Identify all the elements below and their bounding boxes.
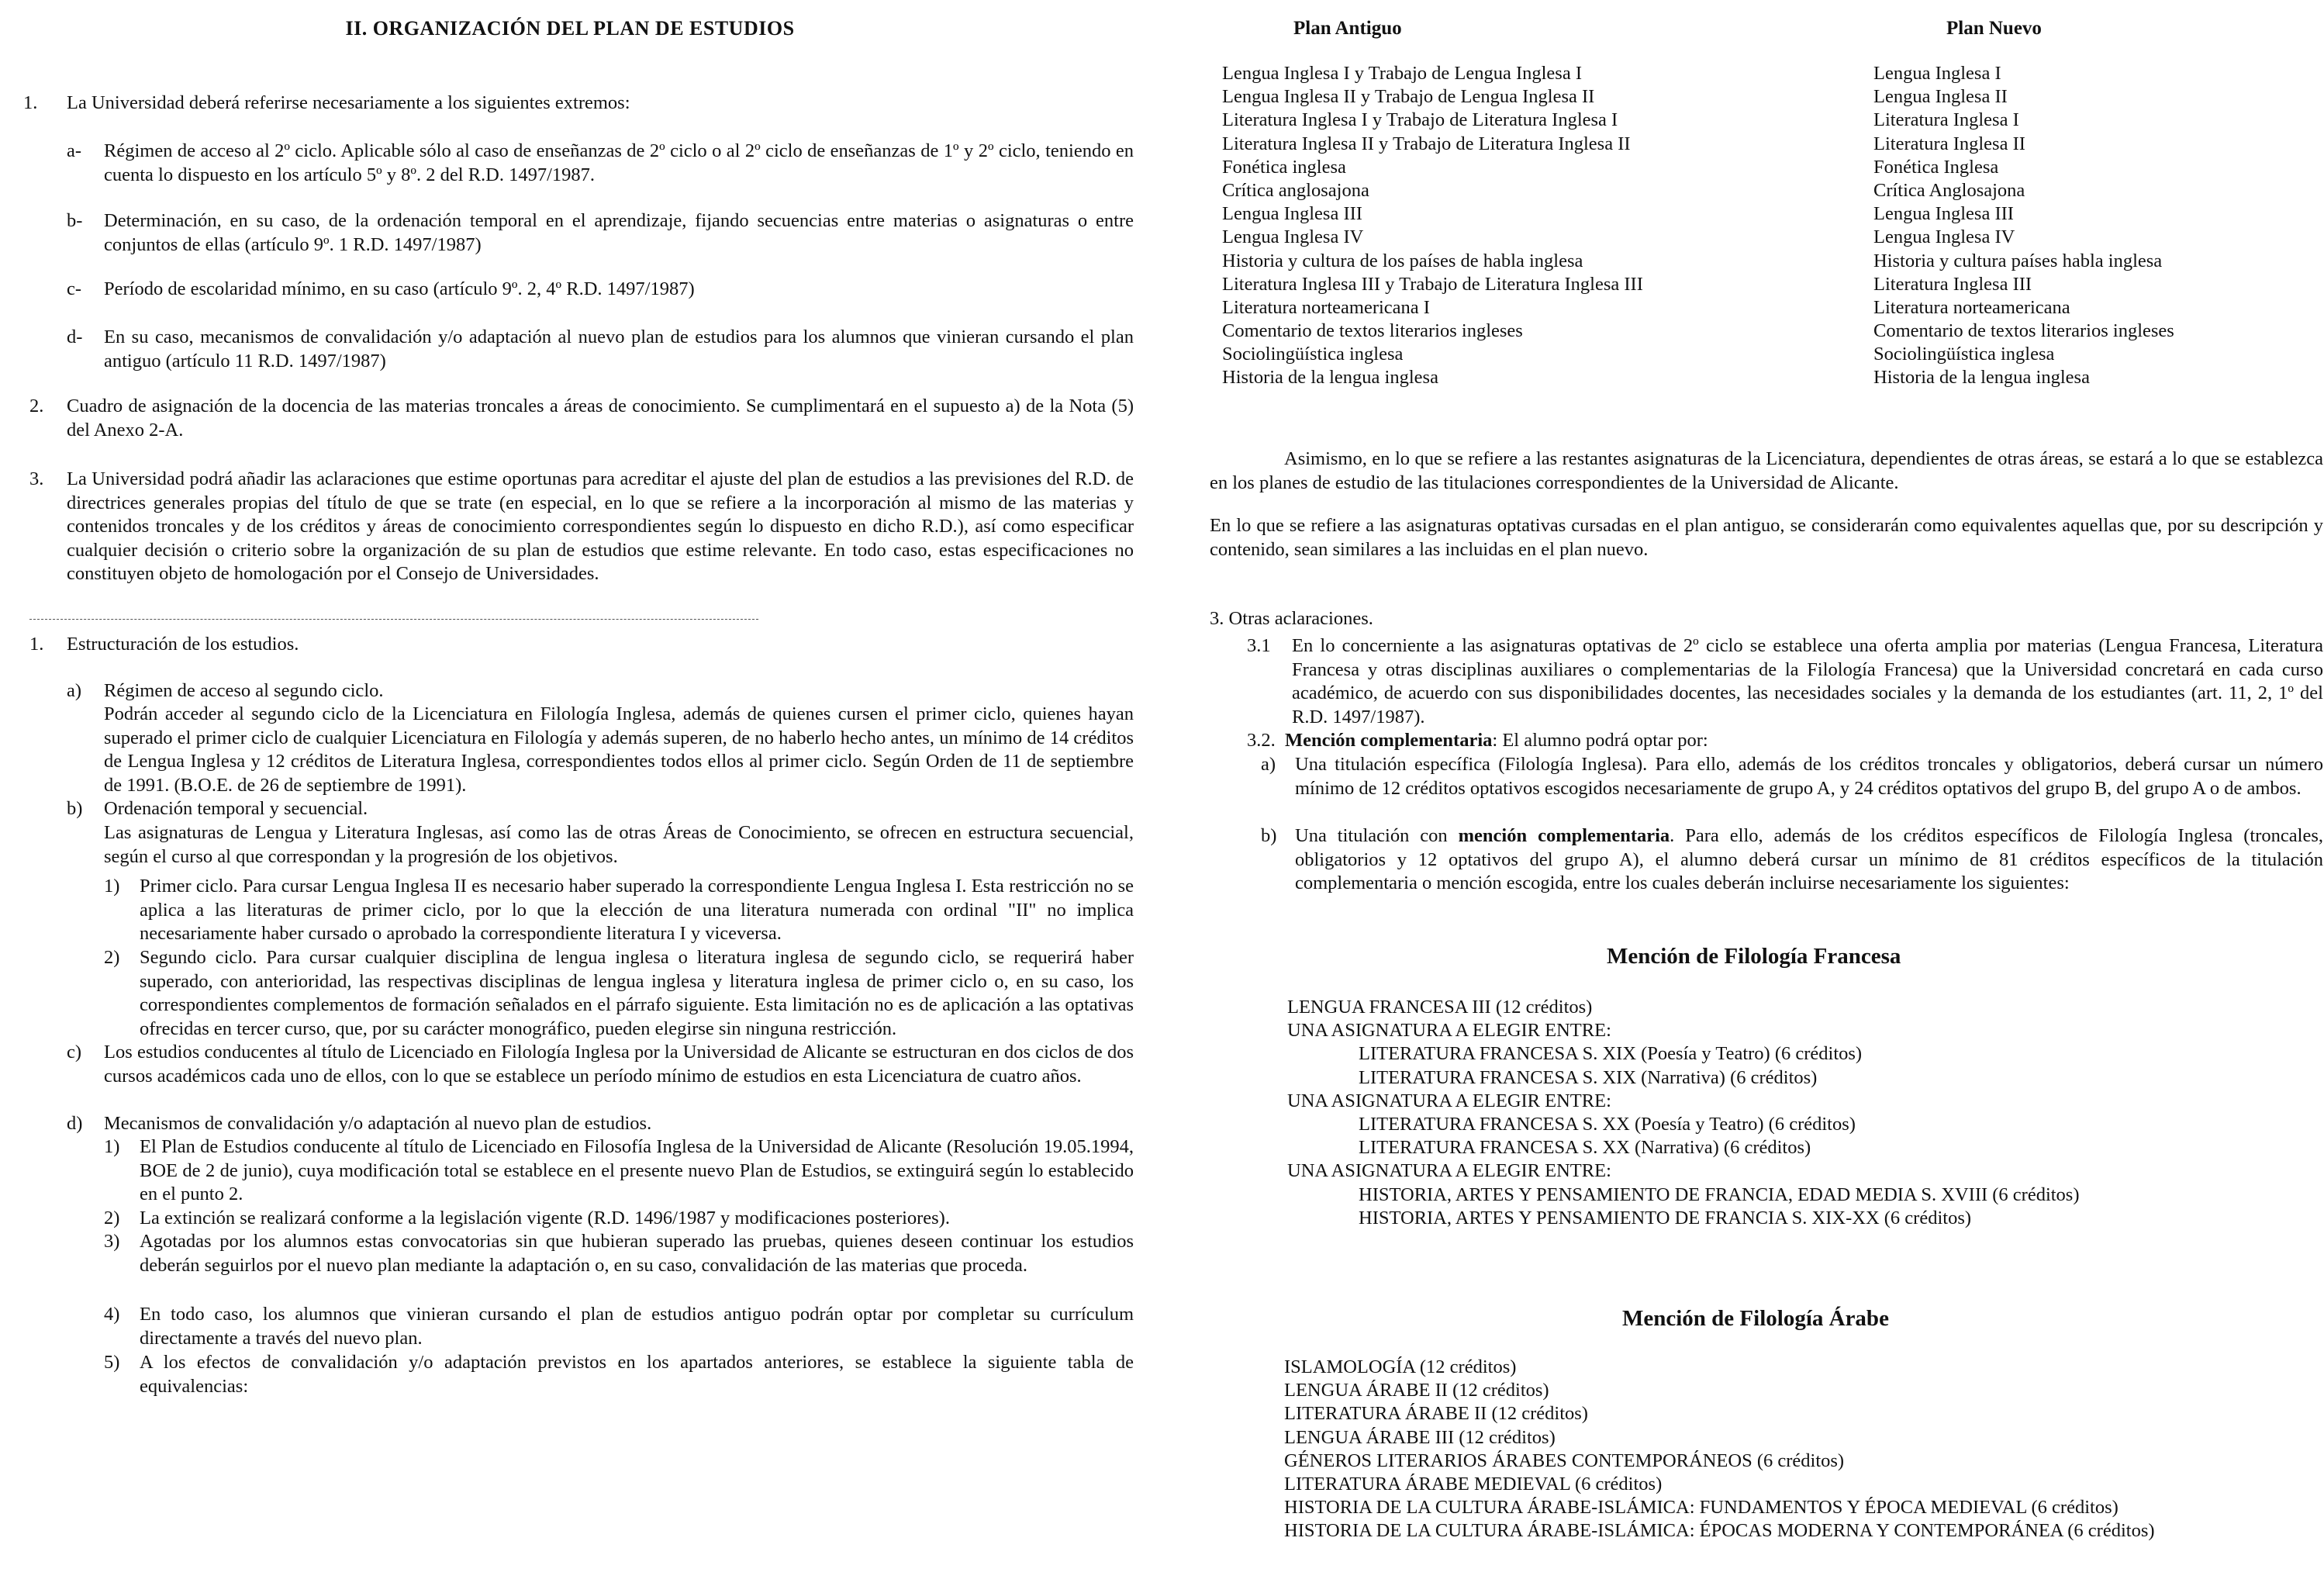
plan-antiguo-item: Fonética inglesa — [1222, 156, 1346, 178]
section-3-number: 3. — [29, 468, 44, 489]
mencion-arabe-item: GÉNEROS LITERARIOS ÁRABES CONTEMPORÁNEOS (6 créditos) — [1284, 1450, 1845, 1471]
s32-line — [1247, 729, 2323, 753]
plan-nuevo-item: Literatura norteamericana — [1873, 296, 2070, 318]
part-d-4-label: 4) — [104, 1304, 120, 1325]
mencion-arabe-item: ISLAMOLOGÍA (12 créditos) — [1284, 1356, 1517, 1377]
part-d-label: d) — [67, 1113, 83, 1134]
plan-antiguo-item: Sociolingüística inglesa — [1222, 344, 1404, 365]
plan-antiguo-heading: Plan Antiguo — [1293, 18, 1402, 39]
section-1-number: 1. — [23, 92, 38, 113]
part-b-2-text: Segundo ciclo. Para cursar cualquier disciplina de lengua inglesa o literatura inglesa de segundo ciclo, se requerirá haber superado, con anterioridad, las respectivas disciplinas de lengua inglesa y literatura inglesa de primer ciclo o, en su caso, los correspondientes complementos de formación señalados en el párrafo siguiente. Esta limitación no es de aplicación a las optativas ofrecidas en tercer curso, que, por su carácter monográfico, pueden elegirse sin ninguna restricción. — [140, 947, 1134, 1039]
plan-nuevo-item: Literatura Inglesa III — [1873, 273, 2032, 295]
item-c-label: c- — [67, 278, 82, 299]
structure-number: 1. — [29, 634, 44, 655]
mencion-francesa-item: LITERATURA FRANCESA S. XX (Narrativa) (6 créditos) — [1359, 1137, 1811, 1159]
s32-text: : El alumno podrá optar por: — [1492, 730, 1708, 751]
mencion-francesa-item: UNA ASIGNATURA A ELEGIR ENTRE: — [1287, 1020, 1611, 1042]
plan-nuevo-item: Fonética Inglesa — [1873, 156, 1999, 178]
part-d-heading: Mecanismos de convalidación y/o adaptación al nuevo plan de estudios. — [104, 1113, 652, 1134]
plan-antiguo-item: Lengua Inglesa II y Trabajo de Lengua Inglesa II — [1222, 86, 1595, 108]
part-a-label: a) — [67, 680, 82, 701]
paragraph-asimismo: Asimismo, en lo que se refiere a las restantes asignaturas de la Licenciatura, dependientes de otras áreas, se estará a lo que se establezca en los planes de estudio de las titulaciones correspondientes de la Universidad de Alicante. — [1210, 448, 2323, 493]
plan-antiguo-item: Lengua Inglesa IV — [1222, 226, 1364, 248]
section-2-number: 2. — [29, 396, 44, 416]
mencion-francesa-title: Mención de Filología Francesa — [1607, 944, 1901, 969]
part-d-5-text: A los efectos de convalidación y/o adaptación previstos en los apartados anteriores, se establece la siguiente tabla de equivalencias: — [140, 1352, 1134, 1397]
part-d-1-label: 1) — [104, 1136, 120, 1157]
part-a-text: Podrán acceder al segundo ciclo de la Licenciatura en Filología Inglesa, además de quienes cursen el primer ciclo, quienes hayan superado el primer ciclo de cualquier Licenciatura en Filología y además superen, de no haberlo hecho antes, un mínimo de 14 créditos de Lengua Inglesa y 12 créditos de Literatura Inglesa, correspondientes todos ellos al primer ciclo. Según Orden de 11 de septiembre de 1991. (B.O.E. de 26 de septiembre de 1991). — [104, 703, 1134, 796]
item-c-text: Período de escolaridad mínimo, en su caso (artículo 9º. 2, 4º R.D. 1497/1987) — [104, 278, 695, 299]
part-d-2-label: 2) — [104, 1208, 120, 1228]
mencion-francesa-item: LITERATURA FRANCESA S. XIX (Poesía y Teatro) (6 créditos) — [1359, 1043, 1863, 1065]
section-3-text: La Universidad podrá añadir las aclaraciones que estime oportunas para acreditar el ajuste del plan de estudios a las previsiones del R.D. de directrices generales propias del título de que se trate (en especial, en lo que se refiere a la incorporación al mismo de las materias y contenidos troncales y de los créditos y áreas de conocimiento correspondientes según lo dispuesto en dicho R.D.), así como especificar cualquier decisión o criterio sobre la organización de su plan de estudios que estime relevante. En todo caso, estas especificaciones no constituyen objeto de homologación por el Consejo de Universidades. — [67, 468, 1134, 584]
plan-nuevo-item: Lengua Inglesa IV — [1873, 226, 2015, 248]
s32-b-bold: mención complementaria — [1458, 825, 1670, 846]
plan-antiguo-item: Lengua Inglesa III — [1222, 203, 1362, 225]
part-b-1-label: 1) — [104, 876, 120, 897]
part-b-1-text: Primer ciclo. Para cursar Lengua Inglesa II es necesario haber superado la correspondiente Lengua Inglesa I. Esta restricción no se aplica a las literaturas de primer ciclo, por lo que la elección de una literatura numerada con ordinal "II" no implica necesariamente haber cursado o aprobado la correspondiente literatura I y viceversa. — [140, 876, 1134, 944]
part-a-heading: Régimen de acceso al segundo ciclo. — [104, 680, 384, 701]
s32-label: 3.2. — [1247, 730, 1276, 751]
page-title: II. ORGANIZACIÓN DEL PLAN DE ESTUDIOS — [345, 17, 795, 40]
part-d-5-label: 5) — [104, 1352, 120, 1373]
plan-nuevo-item: Literatura Inglesa I — [1873, 109, 2019, 131]
plan-antiguo-item: Literatura norteamericana I — [1222, 296, 1430, 318]
plan-antiguo-item: Lengua Inglesa I y Trabajo de Lengua Inglesa I — [1222, 63, 1582, 84]
plan-nuevo-item: Lengua Inglesa II — [1873, 86, 2008, 108]
plan-nuevo-item: Crítica Anglosajona — [1873, 179, 2025, 201]
plan-nuevo-item: Literatura Inglesa II — [1873, 133, 2025, 154]
mencion-francesa-item: UNA ASIGNATURA A ELEGIR ENTRE: — [1287, 1090, 1611, 1111]
divider — [29, 619, 758, 620]
otras-aclaraciones-heading: 3. Otras aclaraciones. — [1210, 608, 1373, 629]
plan-antiguo-list — [1222, 62, 1643, 390]
plan-antiguo-item: Comentario de textos literarios ingleses — [1222, 320, 1523, 342]
plan-nuevo-item: Lengua Inglesa III — [1873, 203, 2014, 225]
mencion-francesa-list — [1287, 996, 2080, 1230]
mencion-arabe-item: HISTORIA DE LA CULTURA ÁRABE-ISLÁMICA: ÉPOCAS MODERNA Y CONTEMPORÁNEA (6 créditos) — [1284, 1520, 2155, 1542]
item-b-label: b- — [67, 210, 83, 231]
plan-nuevo-item: Historia y cultura países habla inglesa — [1873, 250, 2163, 271]
plan-antiguo-item: Historia y cultura de los países de habla inglesa — [1222, 250, 1583, 271]
mencion-francesa-item: HISTORIA, ARTES Y PENSAMIENTO DE FRANCIA, EDAD MEDIA S. XVIII (6 créditos) — [1359, 1184, 2080, 1205]
mencion-arabe-item: HISTORIA DE LA CULTURA ÁRABE-ISLÁMICA: FUNDAMENTOS Y ÉPOCA MEDIEVAL (6 créditos) — [1284, 1497, 2119, 1519]
part-d-4-text: En todo caso, los alumnos que vinieran cursando el plan de estudios antiguo podrán optar por completar su currículum directamente a través del nuevo plan. — [140, 1304, 1134, 1349]
structure-heading: Estructuración de los estudios. — [67, 634, 299, 655]
mencion-arabe-item: LENGUA ÁRABE II (12 créditos) — [1284, 1380, 1549, 1401]
item-d-label: d- — [67, 327, 83, 347]
plan-antiguo-item: Literatura Inglesa II y Trabajo de Literatura Inglesa II — [1222, 133, 1631, 154]
s32-b-rest: . Para ello, además de los créditos específicos de Filología Inglesa (troncales, obligatorios y 12 optativos del grupo A), el alumno deberá cursar un mínimo de 81 créditos específicos de la titulación complementaria o mención escogida, entre los cuales deberán incluirse necesariamente los siguientes: — [1295, 825, 2323, 893]
mencion-arabe-list — [1284, 1356, 2155, 1543]
s32-bold: Mención complementaria — [1285, 730, 1493, 751]
plan-antiguo-item: Literatura Inglesa I y Trabajo de Literatura Inglesa I — [1222, 109, 1618, 131]
plan-nuevo-item: Lengua Inglesa I — [1873, 63, 2001, 84]
paragraph-optativas: En lo que se refiere a las asignaturas optativas cursadas en el plan antiguo, se considerarán como equivalentes aquellas que, por su descripción y contenido, sean similares a las incluidas en el plan nuevo. — [1210, 515, 2323, 560]
s31-label: 3.1 — [1247, 635, 1271, 656]
part-d-3-text: Agotadas por los alumnos estas convocatorias sin que hubieran superado las pruebas, quienes deseen continuar los estudios deberán seguirlos por el nuevo plan mediante la adaptación o, en su caso, convalidación de las materias que proceda. — [140, 1231, 1134, 1276]
part-d-3-label: 3) — [104, 1231, 120, 1252]
plan-nuevo-list — [1873, 62, 2174, 390]
plan-nuevo-heading: Plan Nuevo — [1946, 18, 2042, 39]
plan-antiguo-item: Crítica anglosajona — [1222, 179, 1369, 201]
plan-antiguo-item: Historia de la lengua inglesa — [1222, 367, 1438, 389]
section-2-text: Cuadro de asignación de la docencia de las materias troncales a áreas de conocimiento. Se cumplimentará en el supuesto a) de la Nota (5) del Anexo 2-A. — [67, 396, 1134, 441]
s32-b-pre: Una titulación con — [1295, 825, 1459, 846]
s32-b-text — [1295, 824, 2323, 896]
mencion-francesa-item: UNA ASIGNATURA A ELEGIR ENTRE: — [1287, 1160, 1611, 1182]
plan-antiguo-item: Literatura Inglesa III y Trabajo de Literatura Inglesa III — [1222, 273, 1643, 295]
item-a-label: a- — [67, 140, 82, 161]
mencion-francesa-item: LITERATURA FRANCESA S. XX (Poesía y Teatro) (6 créditos) — [1359, 1113, 1856, 1135]
plan-nuevo-item: Historia de la lengua inglesa — [1873, 367, 2090, 389]
s32-a-text: Una titulación específica (Filología Inglesa). Para ello, además de los créditos troncales y obligatorios, deberá cursar un número mínimo de 12 créditos optativos escogidos necesariamente de grupo A, y 24 créditos optativos del grupo B, del grupo A o de ambos. — [1295, 754, 2323, 799]
item-a-text: Régimen de acceso al 2º ciclo. Aplicable sólo al caso de enseñanzas de 2º ciclo o al 2º ciclo de enseñanzas de 1º y 2º ciclo, teniendo en cuenta lo dispuesto en los artículo 5º y 8º. 2 del R.D. 1497/1987. — [104, 140, 1134, 185]
s32-b-label: b) — [1261, 825, 1277, 846]
part-b-text: Las asignaturas de Lengua y Literatura Inglesas, así como las de otras Áreas de Conocimiento, se ofrecen en estructura secuencial, según el curso al que correspondan y la progresión de los objetivos. — [104, 822, 1134, 867]
part-b-heading: Ordenación temporal y secuencial. — [104, 798, 368, 819]
s31-text: En lo concerniente a las asignaturas optativas de 2º ciclo se establece una oferta amplia por materias (Lengua Francesa, Literatura Francesa y otras disciplinas auxiliares o complementarias de la Filología Francesa) que la Universidad concretará en cada curso académico, de acuerdo con sus disponibilidades docentes, las necesidades sociales y la demanda de los estudiantes (art. 11, 2, 1º del R.D. 1497/1987). — [1292, 635, 2323, 727]
part-c-label: c) — [67, 1042, 82, 1063]
plan-nuevo-item: Comentario de textos literarios ingleses — [1873, 320, 2174, 342]
mencion-arabe-item: LITERATURA ÁRABE MEDIEVAL (6 créditos) — [1284, 1473, 1663, 1495]
part-d-2-text: La extinción se realizará conforme a la legislación vigente (R.D. 1496/1987 y modificaciones posteriores). — [140, 1208, 950, 1228]
plan-nuevo-item: Sociolingüística inglesa — [1873, 344, 2055, 365]
mencion-arabe-item: LENGUA ÁRABE III (12 créditos) — [1284, 1426, 1556, 1448]
mencion-francesa-item: HISTORIA, ARTES Y PENSAMIENTO DE FRANCIA S. XIX-XX (6 créditos) — [1359, 1207, 1972, 1228]
part-b-2-label: 2) — [104, 947, 120, 968]
mencion-francesa-item: LITERATURA FRANCESA S. XIX (Narrativa) (6 créditos) — [1359, 1066, 1818, 1088]
part-b-label: b) — [67, 798, 83, 819]
item-d-text: En su caso, mecanismos de convalidación y/o adaptación al nuevo plan de estudios para los alumnos que vinieran cursando el plan antiguo (artículo 11 R.D. 1497/1987) — [104, 327, 1134, 371]
mencion-francesa-item: LENGUA FRANCESA III (12 créditos) — [1287, 997, 1593, 1018]
mencion-arabe-item: LITERATURA ÁRABE II (12 créditos) — [1284, 1403, 1588, 1425]
s32-a-label: a) — [1261, 754, 1276, 775]
section-1-text: La Universidad deberá referirse necesariamente a los siguientes extremos: — [67, 92, 630, 113]
mencion-arabe-title: Mención de Filología Árabe — [1622, 1306, 1889, 1331]
part-c-text: Los estudios conducentes al título de Licenciado en Filología Inglesa por la Universidad de Alicante se estructuran en dos ciclos de dos cursos académicos cada uno de ellos, con lo que se establece un período mínimo de estudios en esta Licenciatura de cuatro años. — [104, 1042, 1134, 1087]
part-d-1-text: El Plan de Estudios conducente al título de Licenciado en Filosofía Inglesa de la Universidad de Alicante (Resolución 19.05.1994, BOE de 2 de junio), cuya modificación total se establece en el presente nuevo Plan de Estudios, se extinguirá según lo establecido en el punto 2. — [140, 1136, 1134, 1204]
item-b-text: Determinación, en su caso, de la ordenación temporal en el aprendizaje, fijando secuencias entre materias o asignaturas o entre conjuntos de ellas (artículo 9º. 1 R.D. 1497/1987) — [104, 210, 1134, 255]
